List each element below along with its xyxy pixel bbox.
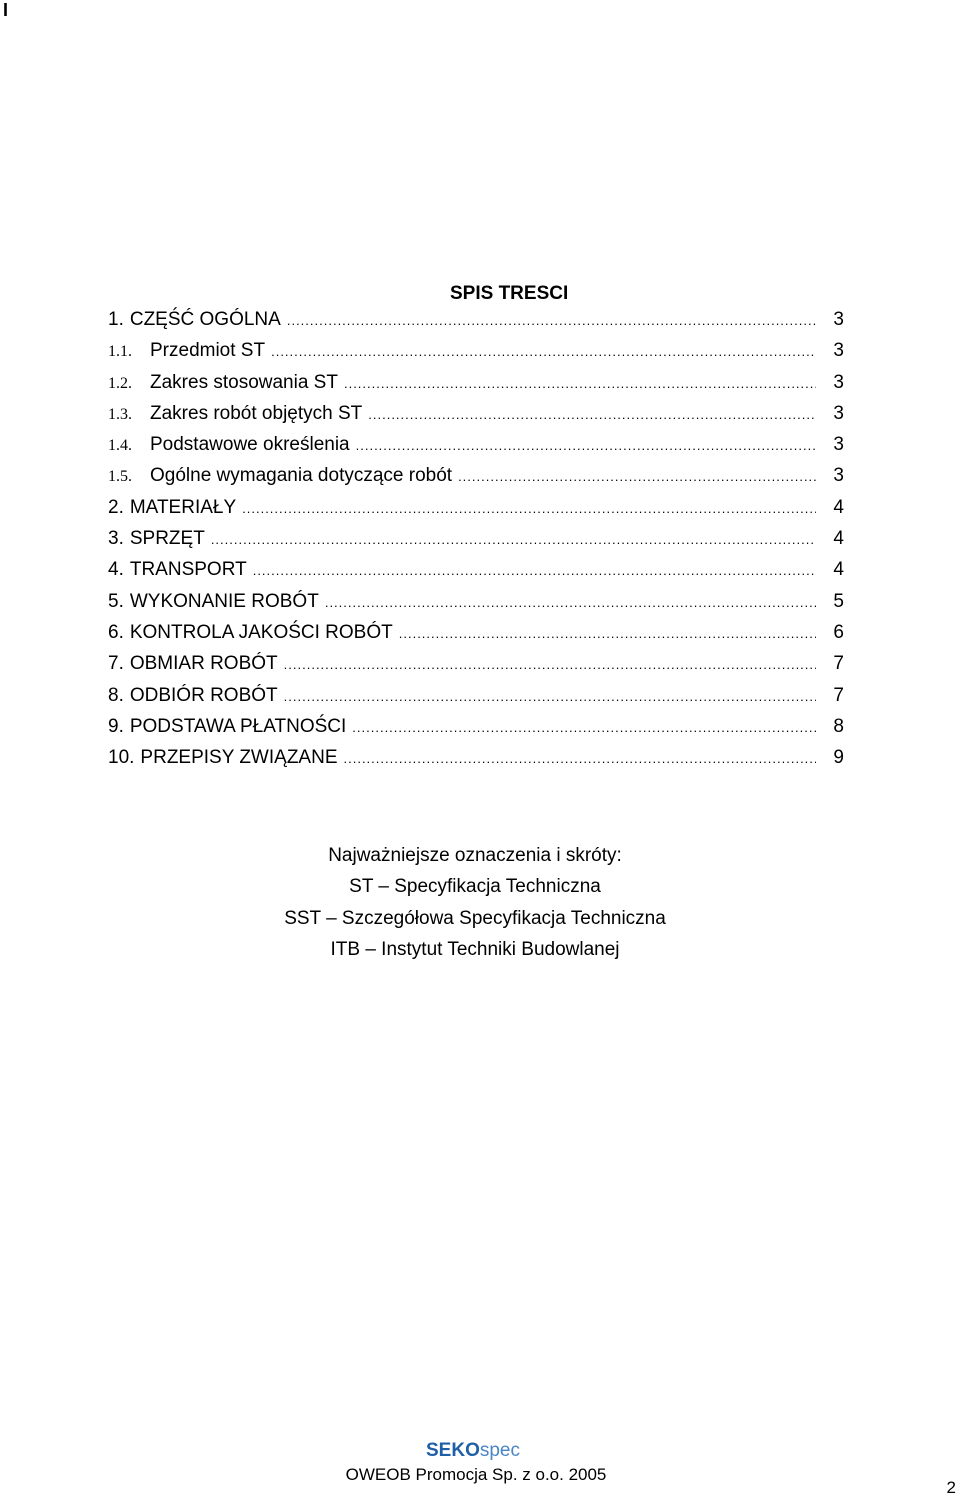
toc-entry-number: 10. — [108, 747, 135, 769]
toc-entry — [108, 528, 844, 559]
toc-dot-leader — [211, 528, 816, 550]
toc-entry-page: 5 — [833, 590, 844, 612]
toc-entry-page: 7 — [833, 684, 844, 706]
toc-entry — [108, 309, 844, 340]
brand-seko: SEKO — [426, 1440, 480, 1461]
toc-title: SPIS TRESCI — [450, 283, 569, 304]
toc-dot-leader — [284, 653, 816, 675]
toc-entry — [108, 465, 844, 496]
toc-entry-number: 1.5. — [108, 468, 132, 486]
toc-dot-leader — [344, 372, 816, 394]
toc-entry-page: 7 — [833, 653, 844, 675]
abbreviation-item: SST – Szczegółowa Specyfikacja Techniczna — [284, 907, 666, 929]
footer-company: OWEOB Promocja Sp. z o.o. 2005 — [345, 1465, 607, 1484]
toc-entry — [108, 716, 844, 747]
toc-entry-label: PRZEPISY ZWIĄZANE — [140, 747, 338, 769]
toc-entry-page: 3 — [833, 309, 844, 330]
toc-entry-label: SPRZĘT — [129, 528, 205, 550]
toc-entry-page: 4 — [833, 496, 844, 518]
toc-dot-leader — [356, 434, 816, 456]
abbreviations-heading: Najważniejsze oznaczenia i skróty: — [328, 845, 622, 866]
toc-entry — [108, 685, 844, 716]
page-number: 2 — [946, 1478, 956, 1497]
toc-entry-label: TRANSPORT — [129, 559, 247, 581]
toc-entry-label: ODBIÓR ROBÓT — [129, 684, 278, 706]
toc-entry — [108, 497, 844, 528]
toc-entry-label: KONTROLA JAKOŚCI ROBÓT — [129, 621, 393, 643]
toc-entry — [108, 434, 844, 465]
toc-dot-leader — [253, 559, 816, 581]
abbreviation-item: ITB – Instytut Techniki Budowlanej — [330, 938, 620, 960]
toc-entry-number: 1.2. — [108, 374, 132, 392]
toc-dot-leader — [284, 685, 816, 707]
toc-entry-number: 1.4. — [108, 437, 132, 455]
abbreviation-item: ST – Specyfikacja Techniczna — [349, 876, 601, 898]
toc-dot-leader — [458, 465, 816, 487]
toc-entry-page: 3 — [833, 465, 844, 487]
toc-entry-label: Ogólne wymagania dotyczące robót — [150, 465, 453, 487]
toc-entry-page: 3 — [833, 434, 844, 456]
toc-entry-number: 9. — [108, 715, 124, 737]
toc-entry-label: PODSTAWA PŁATNOŚCI — [129, 715, 347, 737]
toc-entry-label: Zakres robót objętych ST — [150, 402, 363, 424]
toc-entry-number: 1. — [108, 309, 124, 330]
toc-dot-leader — [287, 309, 816, 331]
toc-dot-leader — [271, 340, 816, 362]
toc-entry-label: WYKONANIE ROBÓT — [129, 590, 319, 612]
toc-entry-number: 7. — [108, 653, 124, 675]
toc-entry-page: 4 — [833, 528, 844, 550]
toc-entry — [108, 591, 844, 622]
toc-entry-number: 3. — [108, 528, 124, 550]
toc-dot-leader — [325, 591, 816, 613]
toc-entry-label: Zakres stosowania ST — [150, 371, 338, 393]
toc-entry-label: OBMIAR ROBÓT — [129, 653, 278, 675]
toc-entry-label: CZĘŚĆ OGÓLNA — [129, 309, 281, 330]
toc-entry-number: 8. — [108, 684, 124, 706]
toc-entry — [108, 403, 844, 434]
footer-brand-logo — [0, 1440, 946, 1462]
toc-entry-number: 5. — [108, 590, 124, 612]
table-of-contents — [108, 309, 844, 778]
toc-entry-label: Podstawowe określenia — [150, 434, 350, 456]
toc-entry — [108, 653, 844, 684]
toc-entry-number: 1.1. — [108, 343, 132, 361]
toc-entry-page: 3 — [833, 402, 844, 424]
toc-dot-leader — [242, 497, 816, 519]
toc-dot-leader — [344, 747, 817, 769]
toc-entry-page: 3 — [833, 371, 844, 393]
toc-dot-leader — [399, 622, 816, 644]
toc-entry — [108, 622, 844, 653]
corner-mark: I — [3, 0, 9, 20]
toc-dot-leader — [352, 716, 816, 738]
toc-entry — [108, 559, 844, 590]
toc-entry-label: MATERIAŁY — [129, 496, 237, 518]
toc-entry-label: Przedmiot ST — [150, 340, 266, 362]
toc-entry — [108, 747, 844, 778]
toc-entry-page: 9 — [833, 747, 844, 769]
toc-entry-number: 1.3. — [108, 405, 132, 423]
toc-entry-page: 6 — [833, 621, 844, 643]
abbreviations-section — [0, 840, 950, 965]
toc-entry-number: 6. — [108, 621, 124, 643]
toc-entry — [108, 372, 844, 403]
toc-entry-page: 4 — [833, 559, 844, 581]
toc-entry-page: 8 — [833, 715, 844, 737]
toc-entry-number: 4. — [108, 559, 124, 581]
brand-spec: spec — [479, 1440, 520, 1461]
toc-entry — [108, 340, 844, 371]
toc-entry-page: 3 — [833, 340, 844, 362]
toc-entry-number: 2. — [108, 496, 124, 518]
toc-dot-leader — [368, 403, 816, 425]
